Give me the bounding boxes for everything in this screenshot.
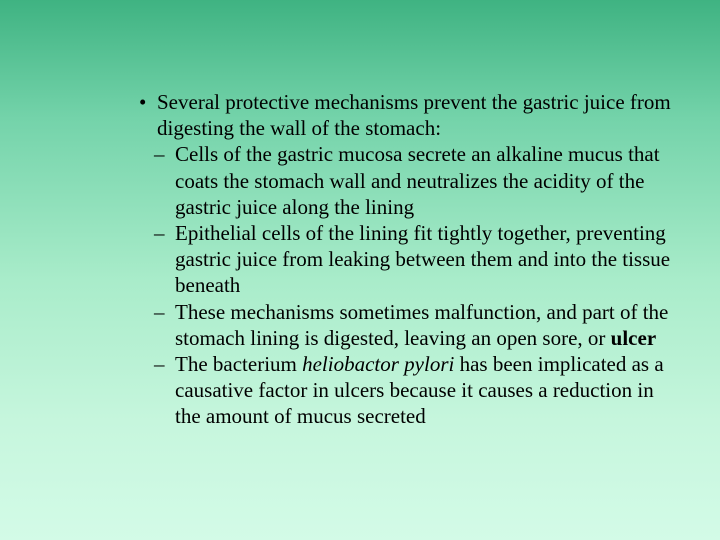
main-point-text: Several protective mechanisms prevent the gastric juice from digesting the wall of the stomach: bbox=[157, 90, 671, 141]
sub-point-list bbox=[139, 141, 679, 429]
sub-point bbox=[139, 351, 679, 430]
sub-point-text: These mechanisms sometimes malfunction, and part of the stomach lining is digested, leaving an open sore, or bbox=[175, 299, 669, 350]
main-bullet bbox=[139, 89, 679, 141]
sub-point bbox=[139, 141, 679, 220]
sub-point-text: Cells of the gastric mucosa secrete an alkaline mucus that coats the stomach wall and neutralizes the acidity of the gastric juice along the lining bbox=[175, 142, 660, 219]
ulcer-term: ulcer bbox=[610, 325, 657, 350]
dash-icon: – bbox=[154, 221, 165, 246]
sub-point-text: Epithelial cells of the lining fit tightly together, preventing gastric juice from leaking between them and into the tissue beneath bbox=[175, 221, 671, 298]
sub-point bbox=[139, 220, 679, 299]
sub-point-text-continued: has been implicated as a causative factor in ulcers because it causes a reduction in the amount of mucus secreted bbox=[175, 352, 664, 429]
dash-icon: – bbox=[154, 142, 165, 167]
bullet-icon: • bbox=[139, 90, 147, 114]
slide-content bbox=[139, 89, 679, 430]
sub-point bbox=[139, 299, 679, 351]
dash-icon: – bbox=[154, 299, 165, 324]
sub-point-text: The bacterium bbox=[175, 352, 303, 377]
bacterium-name: heliobactor pylori bbox=[302, 352, 455, 377]
dash-icon: – bbox=[154, 352, 165, 377]
